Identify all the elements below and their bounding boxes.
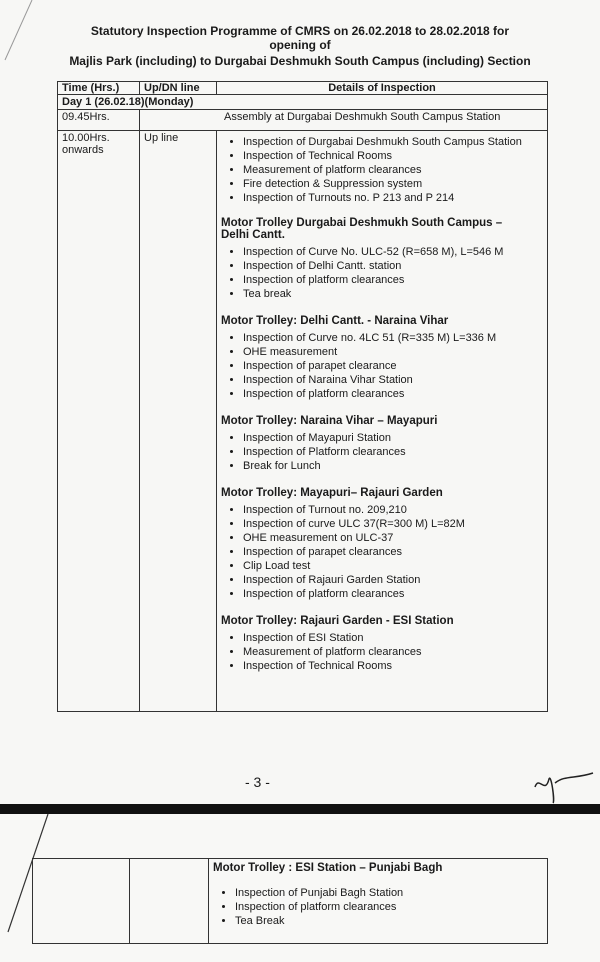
section-items-list bbox=[213, 886, 543, 928]
updn-cell bbox=[130, 859, 209, 944]
section-items-list bbox=[221, 503, 543, 601]
list-item: • Fire detection & Suppression system bbox=[243, 177, 543, 191]
list-item: • Inspection of Rajauri Garden Station bbox=[243, 573, 543, 587]
section-heading: Motor Trolley Durgabai Deshmukh South Campus – Delhi Cantt. bbox=[221, 217, 503, 241]
document-page-4 bbox=[0, 814, 600, 962]
time-cell bbox=[58, 131, 140, 712]
list-item: • Inspection of Naraina Vihar Station bbox=[243, 373, 543, 387]
section-heading: Motor Trolley: Naraina Vihar – Mayapuri bbox=[221, 415, 438, 427]
list-item: • Inspection of platform clearances bbox=[243, 387, 543, 401]
list-item: • Inspection of platform clearances bbox=[243, 587, 543, 601]
day-label: Day 1 (26.02.18)(Monday) bbox=[58, 95, 548, 110]
time-line-1: 10.00Hrs. bbox=[62, 132, 110, 144]
details-cell bbox=[217, 131, 548, 712]
list-item: • Inspection of Turnouts no. P 213 and P 214 bbox=[243, 191, 543, 205]
title-line-3: Majlis Park (including) to Durgabai Deshmukh South Campus (including) Section bbox=[69, 54, 531, 68]
details-cell bbox=[209, 859, 548, 944]
section-items-list bbox=[221, 431, 543, 473]
page-separator bbox=[0, 804, 600, 814]
list-item: • Inspection of Delhi Cantt. station bbox=[243, 259, 543, 273]
title-line-2: opening of bbox=[269, 38, 331, 52]
list-item: • Break for Lunch bbox=[243, 459, 543, 473]
list-item: • OHE measurement on ULC-37 bbox=[243, 531, 543, 545]
time-line-2: onwards bbox=[62, 144, 104, 156]
section-heading: Motor Trolley: Mayapuri– Rajauri Garden bbox=[221, 487, 443, 499]
title-line-1: Statutory Inspection Programme of CMRS on 26.02.2018 to 28.02.2018 for bbox=[90, 24, 510, 38]
list-item: • Tea Break bbox=[235, 914, 543, 928]
list-item: • Inspection of Technical Rooms bbox=[243, 149, 543, 163]
list-item: • Tea break bbox=[243, 287, 543, 301]
page-number: - 3 - bbox=[245, 774, 270, 790]
time-cell bbox=[33, 859, 130, 944]
handwritten-signature bbox=[525, 765, 595, 805]
list-item: • Inspection of Technical Rooms bbox=[243, 659, 543, 673]
list-item: • Inspection of Mayapuri Station bbox=[243, 431, 543, 445]
list-item: • Inspection of platform clearances bbox=[243, 273, 543, 287]
section-heading: Motor Trolley: Delhi Cantt. - Naraina Vihar bbox=[221, 315, 449, 327]
day-row bbox=[58, 95, 548, 110]
col-header-updn: Up/DN line bbox=[140, 82, 217, 95]
list-item: • Inspection of Punjabi Bagh Station bbox=[235, 886, 543, 900]
inspection-table bbox=[57, 81, 548, 712]
inspection-table-continued bbox=[32, 858, 548, 944]
table-row bbox=[58, 110, 548, 131]
list-item: • Inspection of platform clearances bbox=[235, 900, 543, 914]
col-header-time: Time (Hrs.) bbox=[58, 82, 140, 95]
table-row bbox=[33, 859, 548, 944]
details-cell: Assembly at Durgabai Deshmukh South Campus Station bbox=[140, 110, 548, 131]
list-item: • Inspection of Curve No. ULC-52 (R=658 M), L=546 M bbox=[243, 245, 543, 259]
section-heading: Motor Trolley : ESI Station – Punjabi Bagh bbox=[213, 862, 443, 874]
list-item: • OHE measurement bbox=[243, 345, 543, 359]
time-cell: 09.45Hrs. bbox=[58, 110, 140, 131]
section-items-list bbox=[221, 245, 543, 301]
list-item: • Inspection of parapet clearances bbox=[243, 545, 543, 559]
list-item: • Inspection of Durgabai Deshmukh South Campus Station bbox=[243, 135, 543, 149]
table-row bbox=[58, 131, 548, 712]
list-item: • Inspection of Turnout no. 209,210 bbox=[243, 503, 543, 517]
section-items-list bbox=[221, 331, 543, 401]
initial-items-list bbox=[221, 135, 543, 205]
list-item: • Inspection of ESI Station bbox=[243, 631, 543, 645]
section-items-list bbox=[221, 631, 543, 673]
list-item: • Measurement of platform clearances bbox=[243, 163, 543, 177]
list-item: • Inspection of Curve no. 4LC 51 (R=335 M) L=336 M bbox=[243, 331, 543, 345]
list-item: • Inspection of parapet clearance bbox=[243, 359, 543, 373]
list-item: • Inspection of curve ULC 37(R=300 M) L=82M bbox=[243, 517, 543, 531]
table-header-row bbox=[58, 82, 548, 95]
list-item: • Measurement of platform clearances bbox=[243, 645, 543, 659]
updn-cell: Up line bbox=[140, 131, 217, 712]
list-item: • Clip Load test bbox=[243, 559, 543, 573]
section-heading: Motor Trolley: Rajauri Garden - ESI Station bbox=[221, 615, 454, 627]
col-header-details: Details of Inspection bbox=[217, 82, 548, 95]
list-item: • Inspection of Platform clearances bbox=[243, 445, 543, 459]
